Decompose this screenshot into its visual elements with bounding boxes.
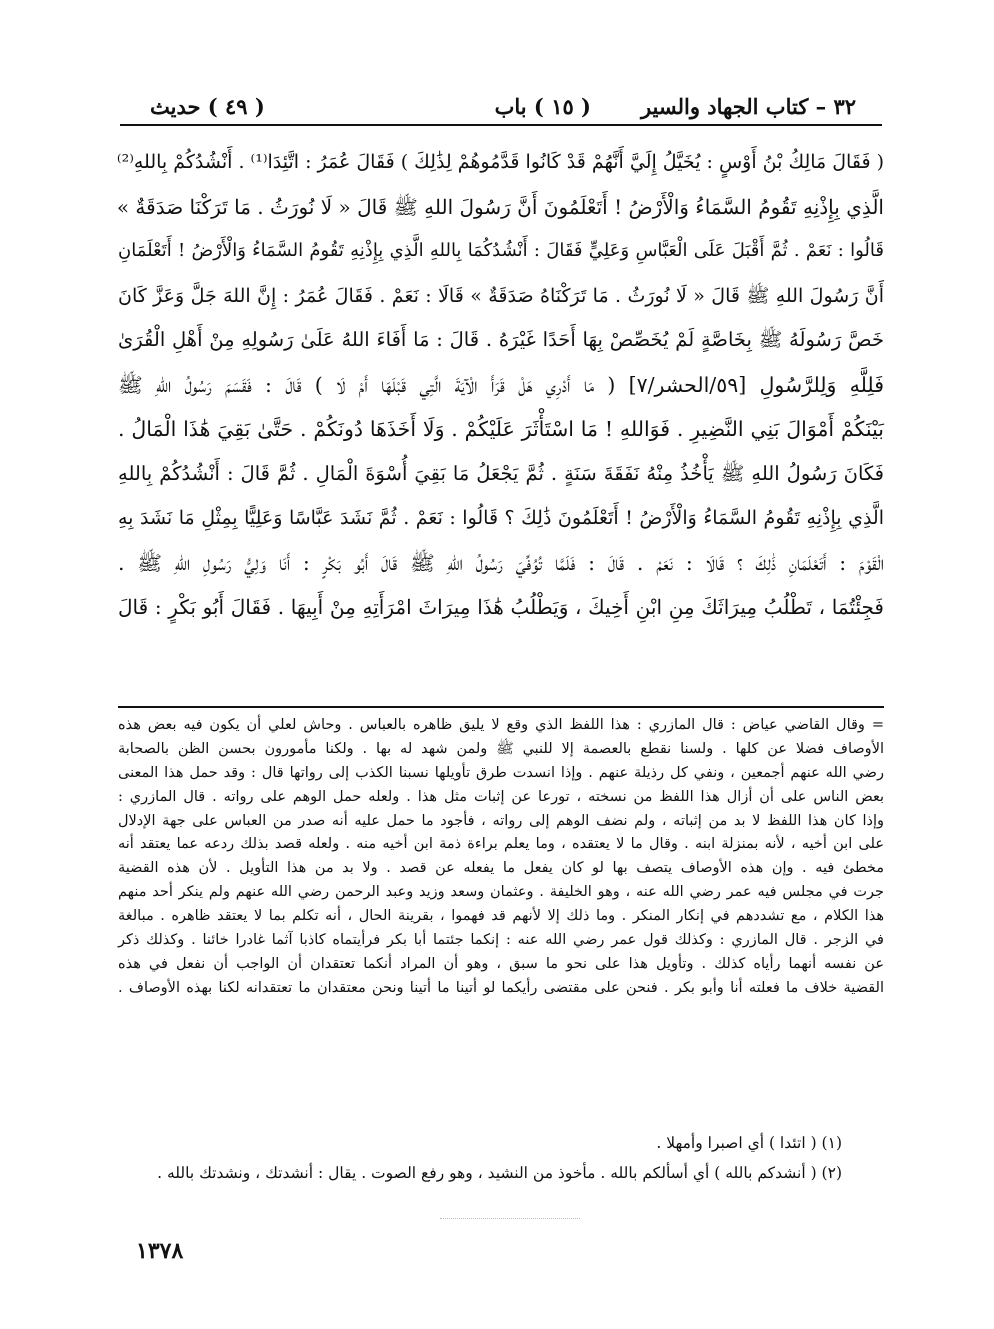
text-line: بَيْنَكُمْ أَمْوَالَ بَنِي النَّضِيرِ . فَوَاللهِ ! مَا اسْتَأْثَرَ عَلَيْكُمْ . وَلَا أَخَذَهَا دُونَكُمْ . حَتَّىٰ بَقِيَ هَٰذَا الْمَالُ . xyxy=(118,417,884,441)
commentary xyxy=(118,714,884,1001)
text-line: الَّذِي بِإِذْنِهِ تَقُومُ السَّمَاءُ وَالْأَرْضُ ! أَتَعْلَمُونَ أَنَّ رَسُولَ اللهِ ﷺ قَالَ « لَا نُورَثُ . مَا تَرَكْنَا صَدَقَةٌ » xyxy=(116,194,884,219)
footnotes xyxy=(118,1128,884,1188)
text-line: الَّذِي بِإِذْنِهِ تَقُومُ السَّمَاءُ وَالْأَرْضُ ! أَتَعْلَمُونَ ذَٰلِكَ ؟ قَالُوا : نَعَمْ . ثُمَّ نَشَدَ عَبَّاسًا وَعَلِيًّا بِمِثْلِ مَا نَشَدَ بِهِ xyxy=(118,507,884,529)
chapter-number: ( ١٥ ) باب xyxy=(494,94,591,119)
hadith-number: ( ٤٩ ) حديث xyxy=(150,94,265,119)
text-line: قَالُوا : نَعَمْ . ثُمَّ أَقْبَلَ عَلَى الْعَبَّاسِ وَعَلِيٍّ فَقَالَ : أَنْشُدُكُمَا بِاللهِ الَّذِي بِإِذْنِهِ تَقُومُ السَّمَاءُ وَالْأَرْضُ ! أَتَعْلَمَانِ xyxy=(118,240,884,261)
commentary-line: في الزجر . قال المازري : وكذلك قول عمر رضي الله عنه : إنكما جئتما أبا بكر فرأيتماه كاذبا آثما غادرا خائنا . وكذلك ذكر xyxy=(118,932,884,949)
commentary-line: وإذا كان هذا اللفظ لا بد من إثباته ، ولم نضف الوهم إلى رواته ، فأجود ما حمل عليه أنه صدر من العباس على جهة الإدلال xyxy=(118,812,884,829)
commentary-line: مخطئ فيه . وإن هذه الأوصاف يتصف بها لو كان يفعل ما يفعله عن قصد . ولا بد من هذا التأويل . لأن هذه القضية xyxy=(118,860,884,877)
commentary-line: رضي الله عنهم أجمعين ، ونفي كل رذيلة عنهم . وإذا انسدت طرق تأويلها نسبنا الكذب إلى رواتها قال : وقد حمل هذا المعنى xyxy=(118,764,884,781)
text-line: فَكَانَ رَسُولُ اللهِ ﷺ يَأْخُذُ مِنْهُ نَفَقَةَ سَنَةٍ . ثُمَّ يَجْعَلُ مَا بَقِيَ أُسْوَةَ الْمَالِ . ثُمَّ قَالَ : أَنْشُدُكُمْ بِاللهِ xyxy=(118,461,884,485)
footnote-divider xyxy=(118,706,884,708)
text-line: أَنَّ رَسُولَ اللهِ ﷺ قَالَ « لَا نُورَثُ . مَا تَرَكْنَاهُ صَدَقَةٌ » قَالَا : نَعَمْ . فَقَالَ عُمَرُ : إِنَّ اللهَ جَلَّ وَعَزَّ كَانَ xyxy=(118,284,884,307)
commentary-line: جرت في مجلس فيه عمر رضي الله عنه ، وهو الخليفة . وعثمان وسعد وزيد وعبد الرحمن رضي الله عنهم ولم ينكر أحد منهم xyxy=(118,884,884,901)
book-title: ٣٢ – كتاب الجهاد والسير xyxy=(640,94,856,119)
commentary-line: على ابن أخيه ، لأنه بمنزلة ابنه . وقال ما لا يعتقده ، وما يعلم براءة ذمة ابن أخيه منه . ولعله قصد بذلك ردعه عما يعتقد أنه xyxy=(118,836,884,853)
commentary-line: الأوصاف فضلا عن كلها . ولسنا نقطع بالعصمة إلا للنبي ﷺ ولمن شهد له بها . ولكنا مأمورون بحسن الظن بالصحابة xyxy=(118,740,884,757)
commentary-line: عن نفسه أنهما رأياه كذلك . وتأويل هذا على نحو ما سبق ، وهو أن المراد أنكما تعتقدان أن الواجب أن نفعل في هذه xyxy=(118,955,884,972)
text-line: خَصَّ رَسُولَهُ ﷺ بِخَاصَّةٍ لَمْ يُخَصِّصْ بِهَا أَحَدًا غَيْرَهُ . قَالَ : مَا أَفَاءَ اللهُ عَلَىٰ رَسُولِهِ مِنْ أَهْلِ الْقُرَىٰ xyxy=(118,328,884,351)
text-line: فَجِئْتُمَا ، تَطْلُبُ مِيرَاثَكَ مِنِ ابْنِ أَخِيكَ ، وَيَطْلُبُ هَٰذَا مِيرَاثَ امْرَأَتِهِ مِنْ أَبِيهَا . فَقَالَ أَبُو بَكْرٍ : قَالَ xyxy=(118,595,884,619)
footnote-2: (٢) ( أنشدكم بالله ) أي أسألكم بالله . مأخوذ من النشيد ، وهو رفع الصوت . يقال : أنشدتك ، ونشدتك بالله . xyxy=(157,1164,842,1182)
text-line: الْقَوْمَ : أَتَعْلَمَانِ ذَٰلِكَ ؟ قَالَا : نَعَمْ . قَالَ : فَلَمَّا تُوُفِّيَ رَسُولُ اللهِ ﷺ قَالَ أَبُو بَكْرٍ : أَنَا وَلِيُّ رَسُولِ اللهِ ﷺ . xyxy=(118,550,884,575)
hadith-text xyxy=(118,140,884,630)
commentary-line: بعض الناس على أن أزال هذا اللفظ من نسخته ، تورعا عن إثبات مثل هذا . ولعله حمل الوهم على رواته . قال المازري : xyxy=(118,788,884,805)
footnote-1: (١) ( اتئدا ) أي اصبرا وأمهلا . xyxy=(656,1134,842,1152)
running-header xyxy=(150,92,856,122)
commentary-line: هذا الكلام ، مع تشددهم في إنكار المنكر . وما ذلك إلا لأنهم قد فهموا ، بقرينة الحال ، أنه تكلم بما لا يعتقد ظاهره . مبالغة xyxy=(118,908,884,925)
text-line: فَلِلَّهِ وَلِلرَّسُولِ [٥٩/الحشر/٧] ( مَا أَدْرِي هَلْ قَرَأَ الْآيَةَ الَّتِي قَبْلَهَا أَمْ لَا ) قَالَ : فَقَسَمَ رَسُولُ اللهِ ﷺ xyxy=(118,372,884,397)
commentary-line: = وقال القاضي عياض : قال المازري : هذا اللفظ الذي وقع لا يليق ظاهره بالعباس . وحاش لعلي أن يكون فيه بعض هذه xyxy=(118,717,884,733)
text-line: ( فَقَالَ مَالِكُ بْنُ أَوْسٍ : يُخَيَّلُ إِلَيَّ أَنَّهُمْ قَدْ كَانُوا قَدَّمُوهُمْ لِذَٰلِكَ ) فَقَالَ عُمَرُ : اتَّئِدَا⁽¹⁾ . أَنْشُدُكُمْ بِاللهِ⁽²⁾ xyxy=(116,151,884,173)
page-number: ١٣٧٨ xyxy=(136,1238,184,1264)
commentary-line: القضية خلاف ما فعلته أنا وأبو بكر . فنحن على مقتضى رأيكما لو أتينا ما أتينا ونحن معتقدان ما تعتقدانه لكنا بهذه الأوصاف . xyxy=(118,979,884,996)
scan-speckle xyxy=(440,1218,580,1221)
header-rule xyxy=(120,124,882,126)
